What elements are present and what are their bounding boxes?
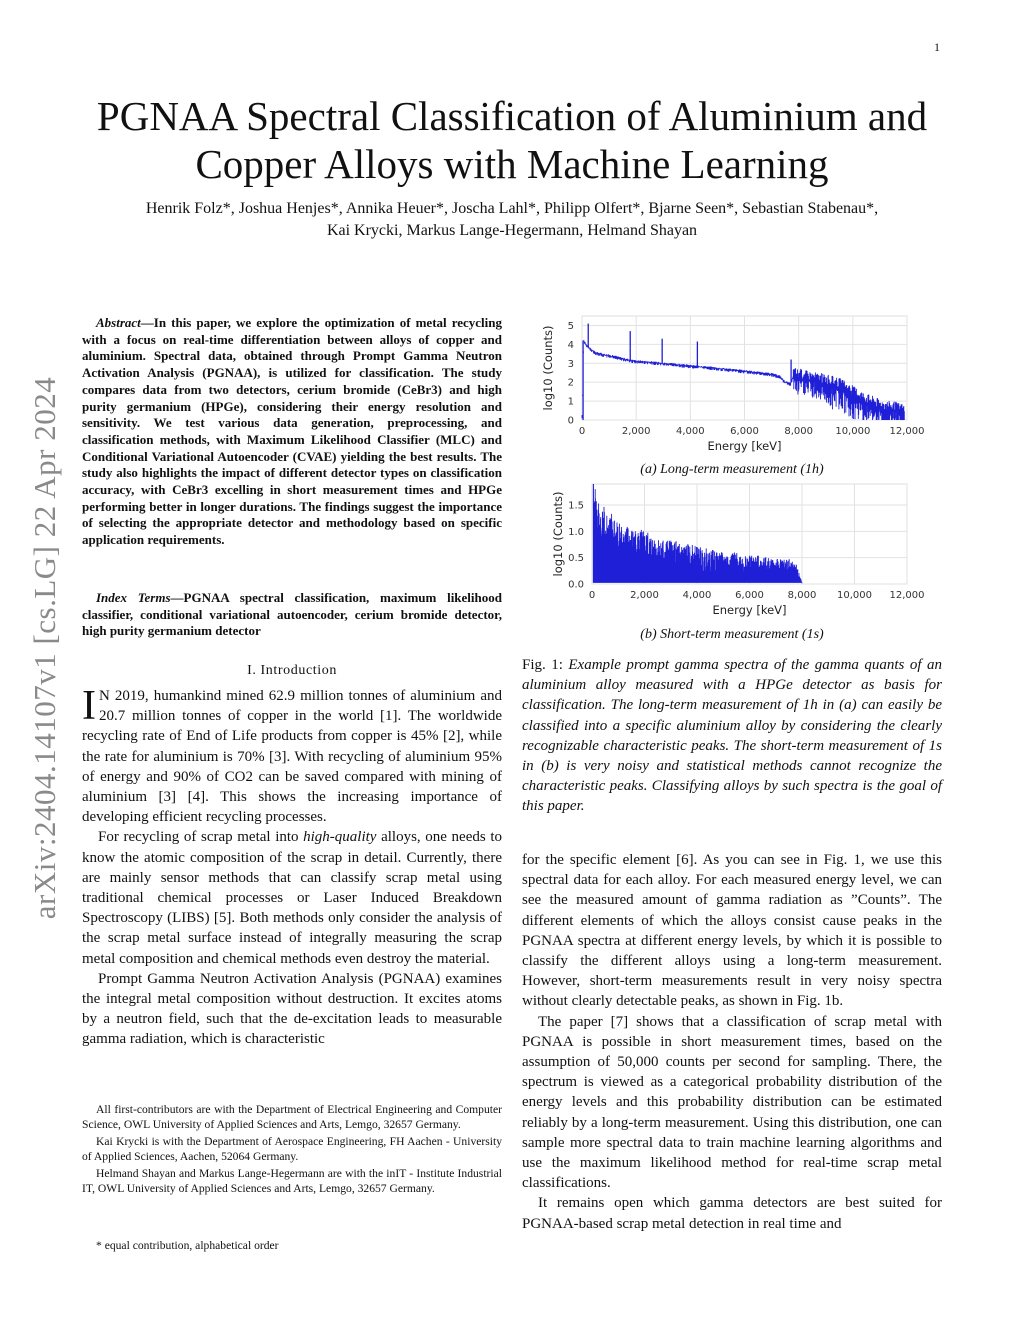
- x-tick-label: 4,000: [676, 426, 705, 437]
- x-tick-label: 4,000: [682, 590, 712, 601]
- abstract-label: Abstract: [96, 315, 141, 330]
- figure-caption-text: Example prompt gamma spectra of the gamma quants of an aluminium alloy measured with a HPGe detector as basis for classification. The long-term measurement of 1h in (a) can easily be classified into a specific aluminium alloy by considering the clearly recognizable characteristic peaks. The short-term measurement of 1s in (b) is very noisy and statistical methods cannot recognize the characteristic peaks. Classifying alloys by such spectra is the goal of this paper.: [522, 657, 942, 815]
- page-number: 1: [934, 40, 940, 54]
- x-tick-label: 6,000: [735, 590, 764, 601]
- footnote-affiliation-2: Kai Krycki is with the Department of Aerospace Engineering, FH Aachen - University of Applied Sciences, Aachen, 52064 Germany.: [82, 1135, 502, 1163]
- arxiv-stamp: arXiv:2404.14107v1 [cs.LG] 22 Apr 2024: [27, 376, 62, 920]
- right-column-body: [522, 850, 942, 1234]
- y-axis-label: log10 (Counts): [541, 325, 555, 411]
- footnotes: [82, 1102, 502, 1198]
- y-axis-label: log10 (Counts): [551, 491, 565, 577]
- figure-label: Fig. 1:: [522, 657, 563, 673]
- drop-cap: I: [82, 683, 96, 729]
- intro-paragraph-2: For recycling of scrap metal into high-quality alloys, one needs to know the atomic composition of the scrap in detail. Currently, there are mainly sensor methods that can classify scrap metal using traditional chemical processes or Laser Induced Breakdown Spectroscopy (LIBS) [5]. Both methods only consider the analysis of the scrap metal surface instead of integrally measuring the scrap metal composition and chemical methods even destroy the material.: [82, 829, 502, 967]
- y-tick-label: 3: [567, 358, 574, 370]
- x-tick-label: 12,000: [889, 590, 925, 601]
- footnote-equal-contribution: * equal contribution, alphabetical order: [96, 1239, 279, 1252]
- intro-paragraph-1: I N 2019, humankind mined 62.9 million tonnes of aluminium and 20.7 million tonnes of copper in the world [1]. The worldwide recycling rate of End of Life products from copper is 45% [2], while the rate for aluminium is 70% [3]. With recycling of aluminium 95% of energy and 90% of CO2 can be saved compared with mining of aluminium [3] [4]. This shows the increasing importance of developing efficient recycling processes.: [82, 683, 502, 826]
- spectrum-series: [593, 484, 802, 583]
- y-tick-label: 5: [567, 320, 574, 332]
- figure-caption: [522, 655, 942, 817]
- x-axis-label: Energy [keV]: [712, 603, 787, 617]
- subcaption-b: (b) Short-term measurement (1s): [640, 627, 824, 642]
- footnote-affiliation-1: All first-contributors are with the Department of Electrical Engineering and Computer Science, OWL University of Applied Sciences and Arts, Lemgo, 32657 Germany.: [82, 1103, 502, 1131]
- abstract: [82, 315, 502, 549]
- x-tick-label: 6,000: [730, 426, 759, 437]
- footnote-affiliation-3: Helmand Shayan and Markus Lange-Hegermann are with the inIT - Institute Industrial IT, OWL University of Applied Sciences and Arts, Lemgo, 32657 Germany.: [82, 1167, 502, 1195]
- index-terms-label: Index Terms: [96, 590, 171, 605]
- x-tick-label: 10,000: [835, 426, 871, 437]
- intro-body: [82, 683, 502, 1050]
- subcaption-a: (a) Long-term measurement (1h): [640, 462, 824, 477]
- abstract-text: —In this paper, we explore the optimization of metal recycling with a focus on real-time differentiation between alloys of copper and aluminium. Spectral data, obtained through Prompt Gamma Neutron Activation Analysis (PGNAA), is utilized for classification. The study compares data from two detectors, cerium bromide (CeBr3) and high purity germanium (HPGe), considering their energy resolution and sensitivity. We test various data generation, preprocessing, and classification methods, with Maximum Likelihood Classifier (MLC) and Conditional Variational Autoencoder (CVAE) yielding the best results. The study also highlights the impact of different detector types on classification accuracy, with CeBr3 excelling in short measurement times and HPGe performing better in longer durations. The findings suggest the importance of selecting the appropriate detector and methodology based on specific application requirements.: [82, 315, 502, 548]
- section-heading: I. Introduction: [247, 663, 337, 678]
- index-terms-text: —PGNAA spectral classification, maximum likelihood classifier, conditional variational autoencoder, cerium bromide detector, high purity germanium detector: [82, 590, 502, 639]
- right-paragraph-1: for the specific element [6]. As you can see in Fig. 1, we use this spectral data for each alloy. For each measured energy level, we can see the measured amount of gamma radiation as ”Counts”. The different elements of which the alloys consist cause peaks in the PGNAA spectra at different energy levels, by which it is possible to classify the different alloys using a long-term measurement. However, short-term measurements result in very noisy spectra without clearly detectable peaks, as shown in Fig. 1b.: [522, 852, 942, 1010]
- index-terms: [82, 590, 502, 640]
- intro-paragraph-3: Prompt Gamma Neutron Activation Analysis (PGNAA) examines the integral metal composition without destruction. It excites atoms by a neutron field, such that the de-excitation leads to measurable gamma radiation, which is characteristic: [82, 970, 502, 1048]
- y-tick-label: 0.0: [568, 579, 584, 591]
- y-tick-label: 1: [567, 396, 574, 408]
- x-tick-label: 0: [578, 426, 586, 437]
- spectrum-plot-long-term: [522, 310, 942, 458]
- y-tick-label: 0.5: [568, 553, 584, 565]
- spectrum-plot-short-term: [522, 478, 942, 623]
- x-tick-label: 2,000: [630, 590, 659, 601]
- right-paragraph-2: The paper [7] shows that a classification of scrap metal with PGNAA is possible in short measurement times, based on the assumption of 50,000 counts per second for sampling. There, the spectrum is viewed as a categorical probability distribution of the energy levels and this probability distribution can be estimated reliably by a long-term measurement. Using this distribution, one can sample more spectral data to train machine learning algorithms and use the maximum likelihood method for real-time scrap metal classifications.: [522, 1013, 942, 1192]
- y-tick-label: 1.0: [568, 526, 584, 538]
- authors-line-2: Kai Krycki, Markus Lange-Hegermann, Helmand Shayan: [326, 222, 698, 239]
- paper-title: PGNAA Spectral Classification of Aluminium and Copper Alloys with Machine Learning: [96, 93, 928, 187]
- authors-line-1: Henrik Folz*, Joshua Henjes*, Annika Heuer*, Joscha Lahl*, Philipp Olfert*, Bjarne Seen*, Sebastian Stabenau*,: [145, 200, 879, 217]
- y-tick-label: 2: [567, 377, 574, 389]
- y-tick-label: 4: [567, 339, 574, 351]
- author-list: [60, 198, 964, 242]
- x-axis-label: Energy [keV]: [707, 439, 782, 453]
- x-tick-label: 8,000: [787, 590, 817, 601]
- x-tick-label: 8,000: [784, 426, 813, 437]
- x-tick-label: 2,000: [621, 426, 651, 437]
- y-tick-label: 0: [567, 415, 574, 427]
- x-tick-label: 10,000: [837, 590, 872, 601]
- x-tick-label: 12,000: [889, 426, 925, 437]
- y-tick-label: 1.5: [568, 500, 584, 512]
- right-paragraph-3: It remains open which gamma detectors are best suited for PGNAA-based scrap metal detection in real time and: [522, 1195, 942, 1232]
- x-tick-label: 0: [588, 590, 596, 601]
